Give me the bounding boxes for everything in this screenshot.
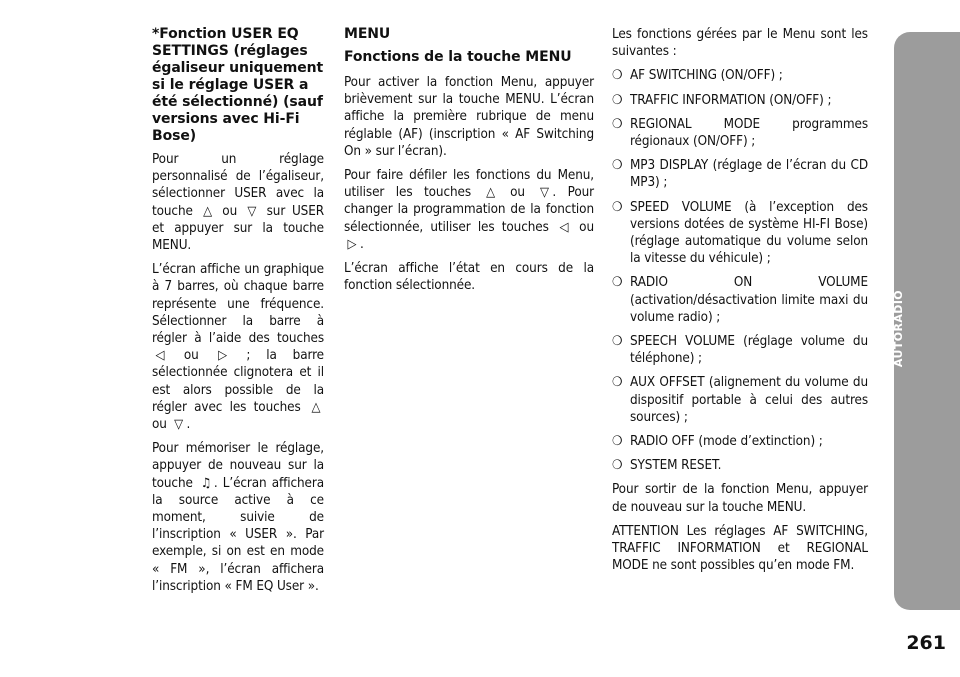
menu-subheading: Fonctions de la touche MENU (344, 49, 572, 65)
bullet-icon: ❍ (612, 199, 623, 215)
list-item-text: SPEECH VOLUME (réglage volume du téléphone) ; (630, 334, 868, 367)
music-note-icon: ♫ (200, 475, 212, 491)
list-item-text: SPEED VOLUME (à l’exception des versions dotées de système HI-FI Bose) (réglage automatique du volume selon la vitesse du véhicule) ; (630, 199, 868, 267)
menu-heading: MENU (344, 26, 391, 42)
list-item-text: RADIO OFF (mode d’extinction) ; (630, 434, 823, 450)
text: ou (215, 203, 244, 219)
text: ou (152, 417, 171, 433)
text: ou (571, 219, 594, 235)
text: ou (168, 348, 215, 364)
menu-paragraph-2 (344, 167, 594, 253)
list-item-text: SYSTEM RESET. (630, 458, 722, 474)
column-menu-functions (612, 26, 868, 581)
text: Pour mémoriser le réglage, appuyer de nouveau sur la touche (152, 441, 324, 491)
up-arrow-icon: △ (486, 185, 495, 201)
text: ou (498, 185, 537, 201)
list-item-text: REGIONAL MODE programmes régionaux (ON/OFF) ; (630, 116, 868, 150)
column-user-eq (152, 26, 324, 602)
menu-paragraph-1: Pour activer la fonction Menu, appuyer brièvement sur la touche MENU. L’écran affiche la première rubrique de menu réglable (AF) (inscription « AF Switching On » sur l’écran). (344, 75, 594, 159)
list-item (612, 199, 868, 268)
column-menu (344, 26, 594, 301)
bullet-icon: ❍ (612, 116, 623, 132)
right-arrow-icon: ▷ (347, 236, 357, 252)
list-item (612, 157, 868, 191)
down-arrow-icon: ▽ (247, 203, 257, 219)
list-item (612, 374, 868, 426)
menu-paragraph-3: L’écran affiche l’état en cours de la fonction sélectionnée. (344, 261, 594, 294)
list-item-text: AUX OFFSET (alignement du volume du dispositif portable à celui des autres sources) ; (630, 375, 868, 425)
list-item-text: RADIO ON VOLUME (activation/désactivation limite maxi du volume radio) ; (630, 275, 868, 325)
user-eq-paragraph-3 (152, 440, 324, 595)
functions-list (612, 67, 868, 474)
bullet-icon: ❍ (612, 92, 623, 108)
up-arrow-icon: △ (203, 203, 213, 219)
down-arrow-icon: ▽ (174, 417, 183, 433)
list-item (612, 274, 868, 326)
text: . L’écran affichera la source active à ce moment, suivie de l’inscription « USER ». Par exemple, si on est en mode « FM », l’écran affichera l’inscription « FM EQ User ». (152, 475, 325, 594)
bullet-icon: ❍ (612, 275, 623, 291)
text: . Pour changer la programmation de la fonction sélectionnée, utiliser les touches (344, 185, 594, 235)
text: L’écran affiche un graphique à 7 barres, où chaque barre représente une fréquence. Sélectionner la barre à régler à l’aide des touches (152, 262, 324, 347)
list-item (612, 116, 868, 150)
attention-paragraph: ATTENTION Les réglages AF SWITCHING, TRAFFIC INFORMATION et REGIONAL MODE ne sont possibles qu’en mode FM. (612, 523, 868, 574)
left-arrow-icon: ◁ (155, 348, 165, 364)
section-tab-label: AUTORADIO (891, 289, 905, 368)
exit-paragraph: Pour sortir de la fonction Menu, appuyer de nouveau sur la touche MENU. (612, 482, 868, 515)
text: . (186, 417, 191, 433)
user-eq-paragraph-1 (152, 151, 324, 254)
up-arrow-icon: △ (311, 399, 321, 415)
section-tab (891, 32, 960, 610)
user-eq-heading: *Fonction USER EQ SETTINGS (réglages égaliseur uniquement si le réglage USER a été sélectionné) (sauf versions avec Hi-Fi Bose) (152, 26, 324, 144)
bullet-icon: ❍ (612, 458, 623, 474)
text: Pour un réglage personnalisé de l’égaliseur, sélectionner USER avec la touche (152, 152, 324, 219)
list-item (612, 67, 868, 84)
bullet-icon: ❍ (612, 334, 623, 350)
bullet-icon: ❍ (612, 434, 623, 450)
list-item-text: MP3 DISPLAY (réglage de l’écran du CD MP3) ; (630, 158, 868, 191)
user-eq-paragraph-2 (152, 261, 324, 433)
text: ; la barre sélectionnée clignotera et il est alors possible de la régler avec les touches (152, 348, 324, 415)
page-number: 261 (906, 632, 946, 654)
text: . (360, 236, 364, 252)
list-item (612, 457, 868, 474)
functions-intro: Les fonctions gérées par le Menu sont les suivantes : (612, 27, 868, 60)
text: Pour faire défiler les fonctions du Menu, utiliser les touches (344, 168, 594, 201)
list-item-text: TRAFFIC INFORMATION (ON/OFF) ; (630, 92, 832, 108)
list-item-text: AF SWITCHING (ON/OFF) ; (630, 68, 783, 84)
text: sur USER et appuyer sur la touche MENU. (152, 203, 324, 254)
bullet-icon: ❍ (612, 375, 623, 391)
right-arrow-icon: ▷ (218, 348, 228, 364)
bullet-icon: ❍ (612, 158, 623, 174)
down-arrow-icon: ▽ (539, 185, 549, 201)
list-item (612, 92, 868, 109)
list-item (612, 333, 868, 367)
list-item (612, 433, 868, 450)
left-arrow-icon: ◁ (559, 219, 569, 235)
bullet-icon: ❍ (612, 68, 623, 84)
